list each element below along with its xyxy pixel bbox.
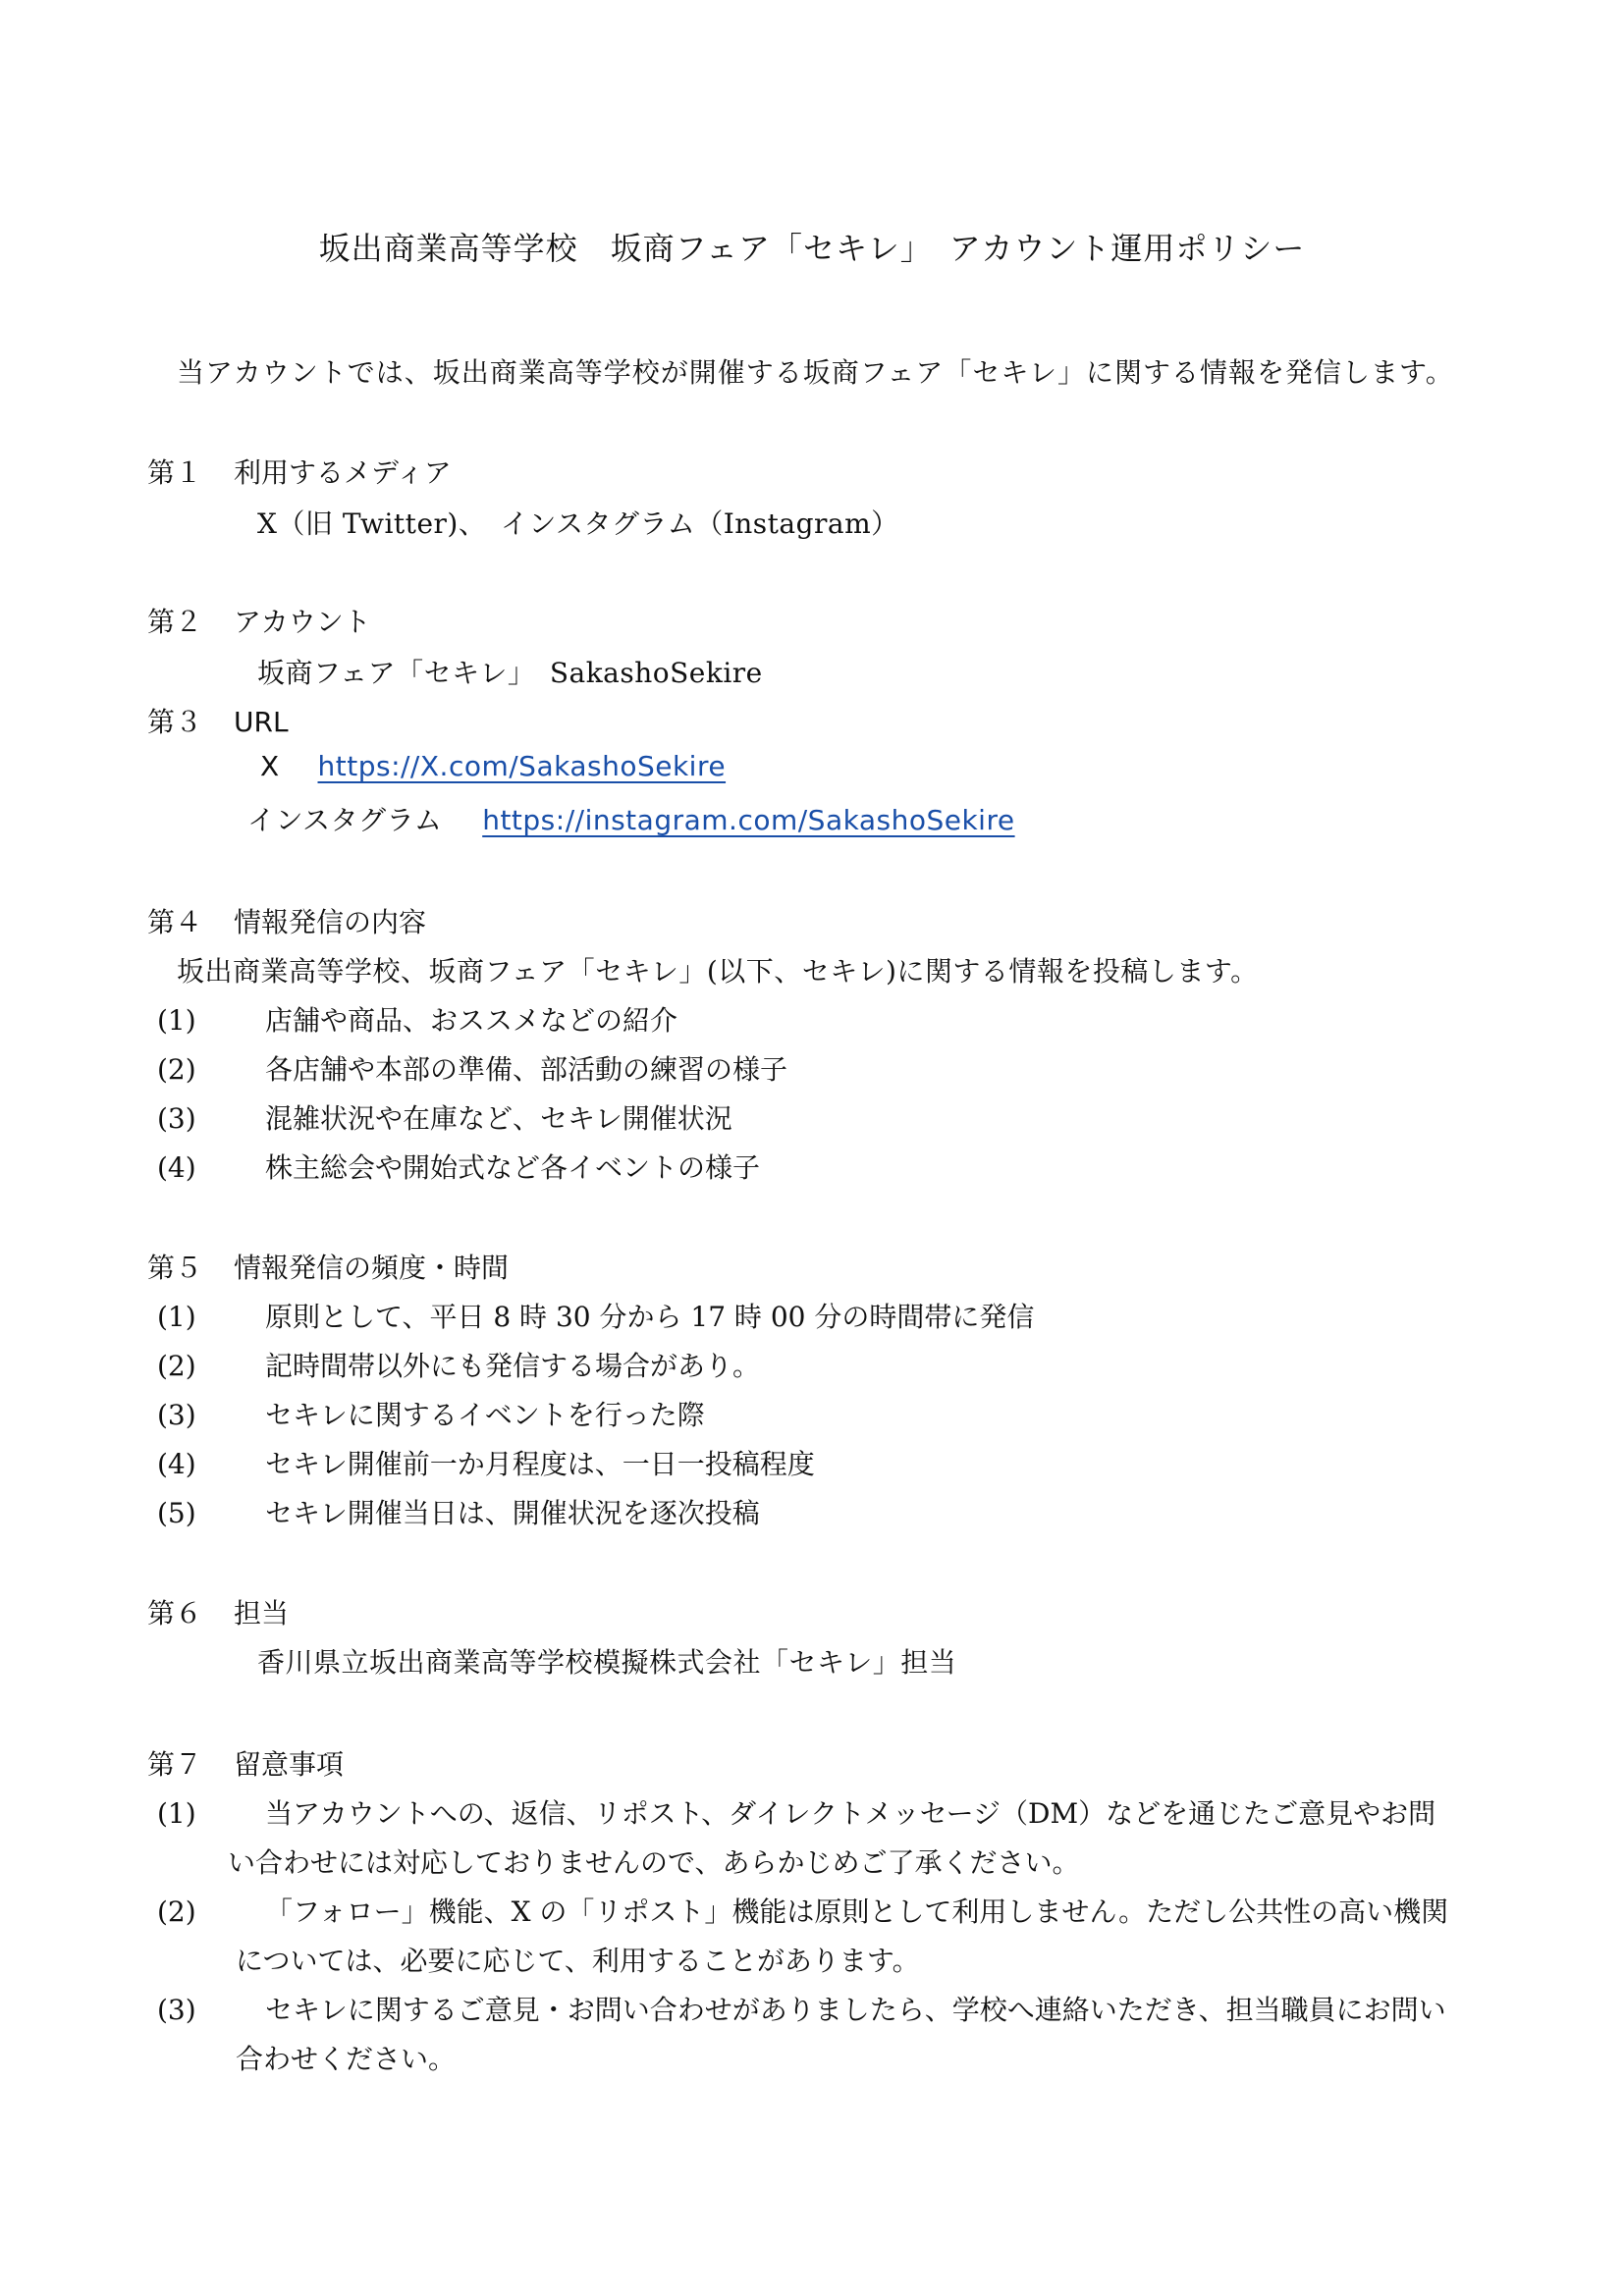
section-3-heading <box>147 701 289 740</box>
list-item <box>157 1048 787 1088</box>
section-title: アカウント <box>234 606 371 638</box>
list-item <box>157 1492 760 1531</box>
list-item <box>157 999 677 1039</box>
section-4-heading <box>147 901 426 940</box>
section-number: 第５ <box>147 1252 203 1284</box>
list-item <box>157 1394 705 1433</box>
section-number: 第６ <box>147 1597 203 1629</box>
section-number: 第１ <box>147 456 203 489</box>
list-item <box>157 1792 1435 1832</box>
list-index: (1) <box>157 1797 196 1830</box>
list-item-continuation: い合わせには対応しておりませんので、あらかじめご了承ください。 <box>228 1846 1080 1879</box>
list-index: (1) <box>157 1004 196 1037</box>
section-title: 情報発信の頻度・時間 <box>234 1252 510 1284</box>
list-text: 「フォロー」機能、X の「リポスト」機能は原則として利用しません。ただし公共性の高い機関 <box>265 1896 1449 1928</box>
x-url-row <box>260 750 726 782</box>
instagram-url-link[interactable]: https://instagram.com/SakashoSekire <box>482 804 1015 836</box>
list-text: セキレ開催前一か月程度は、一日一投稿程度 <box>265 1448 815 1480</box>
list-index: (4) <box>157 1448 196 1480</box>
list-text: セキレ開催当日は、開催状況を逐次投稿 <box>265 1497 760 1529</box>
section-title: 留意事項 <box>234 1748 345 1781</box>
section-title: 担当 <box>234 1597 290 1629</box>
section-1-heading <box>147 452 452 491</box>
section-title: 情報発信の内容 <box>234 906 427 938</box>
list-index: (3) <box>157 1399 196 1431</box>
list-text: 各店舗や本部の準備、部活動の練習の様子 <box>265 1053 788 1086</box>
list-index: (1) <box>157 1301 196 1333</box>
list-text: 記時間帯以外にも発信する場合があり。 <box>265 1350 761 1382</box>
list-item <box>157 1296 1034 1335</box>
list-text: 株主総会や開始式など各イベントの様子 <box>265 1151 761 1184</box>
list-text: 当アカウントへの、返信、リポスト、ダイレクトメッセージ（DM）などを通じたご意見やお問 <box>265 1797 1436 1830</box>
list-index: (3) <box>157 1994 196 2026</box>
section-title: 利用するメディア <box>234 456 452 489</box>
list-index: (2) <box>157 1896 196 1928</box>
instagram-url-row <box>247 799 1015 838</box>
list-text: セキレに関するイベントを行った際 <box>265 1399 705 1431</box>
list-index: (5) <box>157 1497 196 1529</box>
section-6-heading <box>147 1592 289 1631</box>
list-index: (4) <box>157 1151 196 1184</box>
page-title: 坂出商業高等学校 坂商フェア「セキレ」 アカウント運用ポリシー <box>318 230 1306 267</box>
list-index: (3) <box>157 1102 196 1135</box>
section-number: 第３ <box>147 706 203 738</box>
section-2-heading <box>147 601 371 640</box>
instagram-label: インスタグラム <box>247 804 443 836</box>
section-6-body: 香川県立坂出商業高等学校模擬株式会社「セキレ」担当 <box>257 1646 957 1679</box>
list-index: (2) <box>157 1350 196 1382</box>
list-item <box>157 1097 732 1137</box>
list-index: (2) <box>157 1053 196 1086</box>
list-item-continuation: 合わせください。 <box>236 2043 457 2075</box>
list-text: セキレに関するご意見・お問い合わせがありましたら、学校へ連絡いただき、担当職員にお問い <box>265 1994 1446 2026</box>
list-item <box>157 1989 1446 2028</box>
section-4-lead: 坂出商業高等学校、坂商フェア「セキレ」(以下、セキレ)に関する情報を投稿します。 <box>177 955 1259 988</box>
x-label: X <box>260 750 280 782</box>
list-text: 原則として、平日 8 時 30 分から 17 時 00 分の時間帯に発信 <box>265 1301 1035 1333</box>
list-item <box>157 1443 815 1482</box>
section-7-heading <box>147 1743 344 1783</box>
x-url-link[interactable]: https://X.com/SakashoSekire <box>317 750 727 782</box>
intro-text: 当アカウントでは、坂出商業高等学校が開催する坂商フェア「セキレ」に関する情報を発信します。 <box>177 356 1454 389</box>
list-item-continuation: については、必要に応じて、利用することがあります。 <box>236 1945 920 1977</box>
section-number: 第２ <box>147 606 203 638</box>
list-item <box>157 1345 760 1384</box>
section-number: 第４ <box>147 906 203 938</box>
section-5-heading <box>147 1247 509 1286</box>
section-1-body: X（旧 Twitter)、 インスタグラム（Instagram） <box>257 507 899 540</box>
list-item <box>157 1891 1448 1930</box>
section-title: URL <box>234 706 289 738</box>
list-text: 混雑状況や在庫など、セキレ開催状況 <box>265 1102 732 1135</box>
list-text: 店舗や商品、おススメなどの紹介 <box>265 1004 678 1037</box>
section-number: 第７ <box>147 1748 203 1781</box>
list-item <box>157 1147 760 1186</box>
section-2-body: 坂商フェア「セキレ」 SakashoSekire <box>257 657 763 689</box>
